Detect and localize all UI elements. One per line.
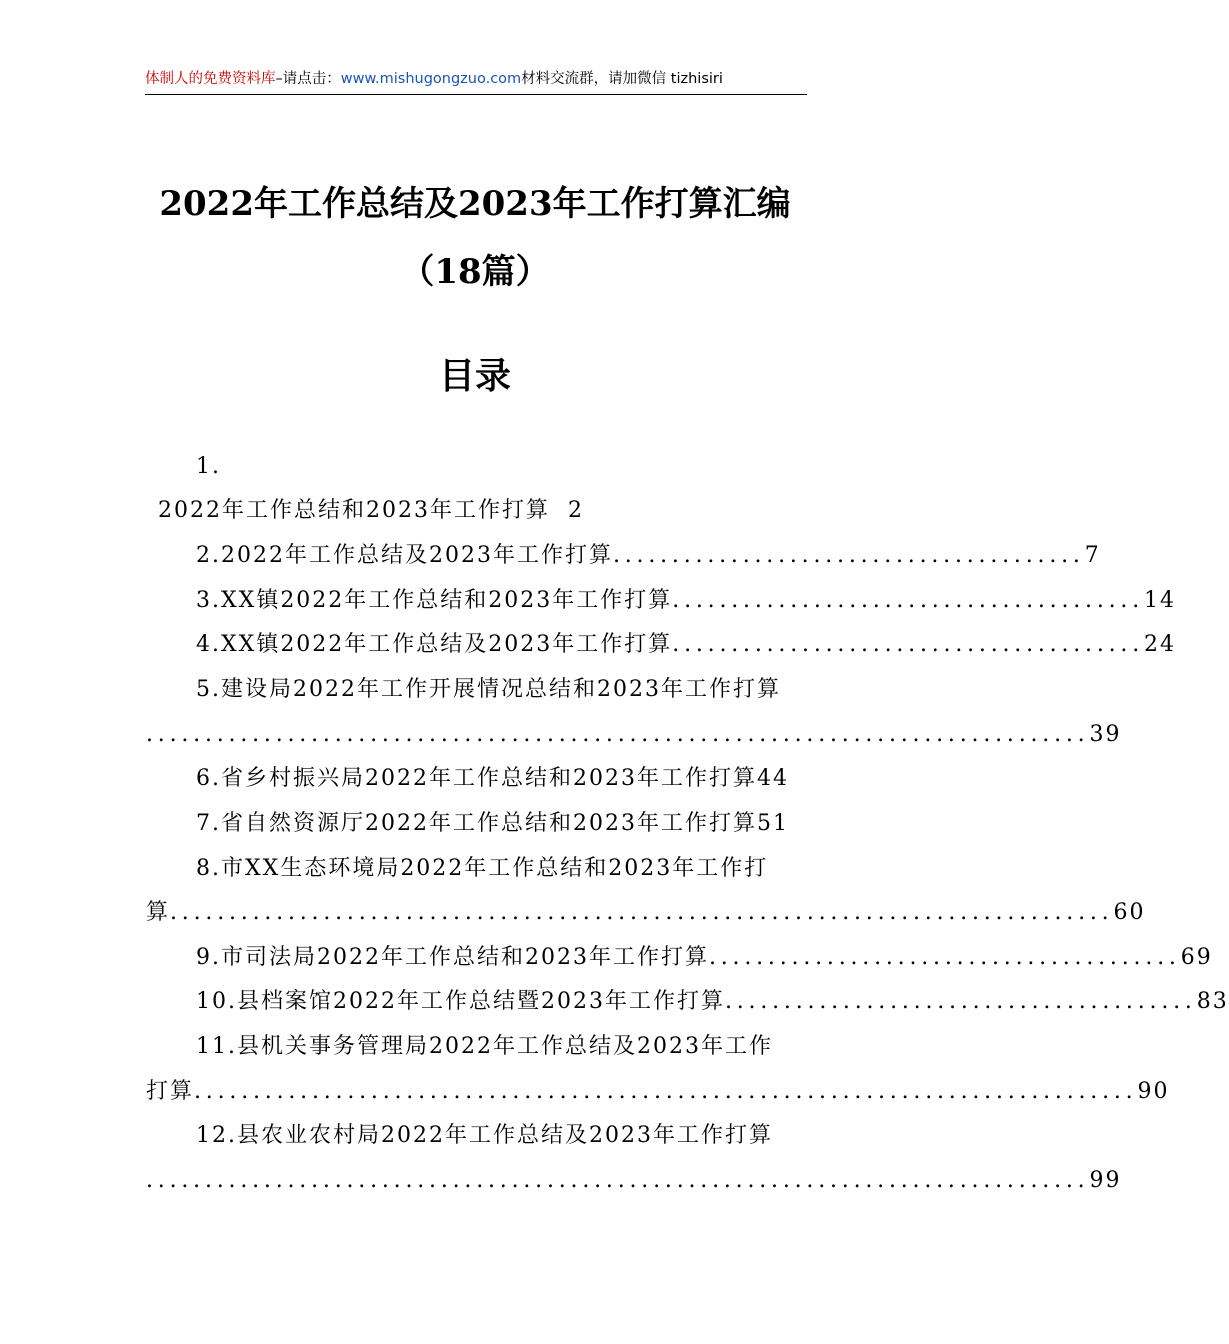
toc-item-10-label: 10.县档案馆2022年工作总结暨2023年工作打算 — [196, 989, 725, 1014]
toc-leader: ........................................ — [708, 945, 1181, 970]
toc-item-9-page: 69 — [1180, 945, 1213, 970]
toc-item-3-label: 3.XX镇2022年工作总结和2023年工作打算 — [196, 588, 673, 613]
header-url-link[interactable]: www.mishugongzuo.com — [340, 71, 522, 87]
header-brand: 体制人的免费资料库 — [145, 71, 276, 87]
page-header — [145, 68, 807, 95]
toc-item-10[interactable] — [196, 987, 1229, 1017]
toc-item-4-label: 4.XX镇2022年工作总结及2023年工作打算 — [196, 632, 673, 657]
document-title: 2022年工作总结及2023年工作打算汇编 — [159, 184, 791, 224]
toc-item-8-page: 60 — [1113, 900, 1146, 925]
toc-item-8-cont-label: 算 — [146, 900, 171, 925]
toc-item-7[interactable] — [196, 809, 789, 839]
toc-item-5-page: 39 — [1089, 722, 1122, 747]
toc-leader: ................................................................................ — [146, 722, 1090, 747]
toc-leader: ........................................ — [612, 543, 1085, 568]
toc-item-11-cont[interactable] — [146, 1077, 1170, 1107]
toc-item-11-label[interactable]: 11.县机关事务管理局2022年工作总结及2023年工作 — [196, 1034, 773, 1059]
toc-item-2-label: 2.2022年工作总结及2023年工作打算 — [196, 543, 613, 568]
toc-item-1[interactable] — [158, 496, 584, 526]
toc-item-6-page: 44 — [756, 766, 789, 791]
toc-item-8-cont[interactable] — [146, 898, 1146, 928]
toc-leader: ........................................ — [724, 989, 1197, 1014]
toc-leader: ........................................ — [672, 588, 1145, 613]
toc-item-4-page: 24 — [1144, 632, 1177, 657]
toc-item-12-label[interactable]: 12.县农业农村局2022年工作总结及2023年工作打算 — [196, 1123, 773, 1148]
toc-leader: ................................................................................ — [170, 900, 1114, 925]
document-subtitle: （18篇） — [400, 252, 550, 292]
toc-item-11-cont-label: 打算 — [146, 1079, 195, 1104]
toc-item-9-label: 9.市司法局2022年工作总结和2023年工作打算 — [196, 945, 709, 970]
toc-item-10-page: 83 — [1196, 989, 1229, 1014]
toc-item-3-page: 14 — [1144, 588, 1177, 613]
toc-item-9[interactable] — [196, 943, 1213, 973]
toc-item-3[interactable] — [196, 586, 1177, 616]
toc-item-6[interactable] — [196, 764, 789, 794]
header-prompt: –请点击： — [275, 71, 341, 87]
toc-item-5-cont[interactable] — [146, 720, 1122, 750]
toc-leader: ................................................................................ — [146, 1168, 1090, 1193]
toc-leader: ........................................ — [672, 632, 1145, 657]
toc-item-1-page: 2 — [567, 498, 584, 523]
toc-item-12-cont[interactable] — [146, 1166, 1122, 1196]
toc-item-6-label: 6.省乡村振兴局2022年工作总结和2023年工作打算 — [196, 766, 757, 791]
toc-heading: 目录 — [438, 355, 511, 397]
toc-item-7-page: 51 — [756, 811, 789, 836]
toc-item-8-label[interactable]: 8.市XX生态环境局2022年工作总结和2023年工作打 — [196, 856, 769, 881]
toc-item-2[interactable] — [196, 541, 1101, 571]
toc-leader: ................................................................................ — [194, 1079, 1138, 1104]
toc-item-4[interactable] — [196, 630, 1177, 660]
toc-item-5-label[interactable]: 5.建设局2022年工作开展情况总结和2023年工作打算 — [196, 677, 781, 702]
toc-item-2-page: 7 — [1084, 543, 1101, 568]
toc-item-1-label: 2022年工作总结和2023年工作打算 — [158, 498, 550, 523]
toc-item-1-number[interactable]: 1. — [196, 454, 221, 479]
toc-item-7-label: 7.省自然资源厅2022年工作总结和2023年工作打算 — [196, 811, 757, 836]
toc-item-11-page: 90 — [1137, 1079, 1170, 1104]
header-tail: 材料交流群，请加微信 tizhisiri — [521, 71, 723, 87]
toc-item-12-page: 99 — [1089, 1168, 1122, 1193]
